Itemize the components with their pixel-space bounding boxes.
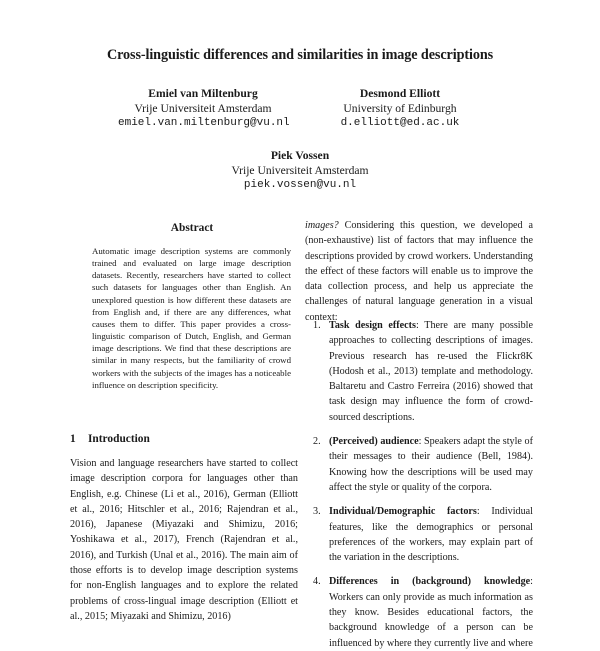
author-email: emiel.van.miltenburg@vu.nl [118, 117, 290, 129]
right-column-paragraph [305, 218, 533, 325]
author-email: d.elliott@ed.ac.uk [340, 117, 460, 129]
factor-list [305, 318, 533, 651]
section-title: Introduction [88, 433, 150, 445]
paper-title: Cross-linguistic differences and similarities in image descriptions [106, 47, 494, 63]
section-number: 1 [70, 433, 76, 445]
factor-name: Differences in (background) knowledge [329, 576, 531, 588]
factor-text: : Individual features, like the demographics or personal preferences of the workers, may explain part of the variation in the descriptions. [329, 506, 533, 564]
author-name: Piek Vossen [270, 149, 330, 162]
author-block [320, 86, 480, 131]
author-affiliation: Vrije Universiteit Amsterdam [134, 102, 272, 115]
factor-name: Individual/Demographic factors [329, 506, 477, 518]
factor-text: : Speakers adapt the style of their messages to their audience (Bell, 1984). Knowing how the descriptions will be used may affect the style or quality of the corpora. [329, 436, 533, 493]
author-block [200, 148, 400, 193]
abstract-text: Automatic image description systems are commonly trained and evaluated on large image description datasets. Recently, researchers have started to collect such datasets for languages other than English. An unexplored question is how different these datasets are from English and, if there are any differences, what causes them to differ. This paper provides a cross-linguistic comparison of Dutch, English, and German image descriptions. We find that these descriptions are similar in many respects, but the familiarity of crowd workers with the subjects of the images has a noticeable influence on description specificity. [92, 246, 291, 390]
introduction-text: Vision and language researchers have started to collect image description corpora for languages other than English, e.g. Chinese (Li et al., 2016), German (Elliott et al., 2016; Hitschler et al., 2016; Rajendran et al., 2016), Japanese (Miyazaki and Shimizu, 2016; Yoshikawa et al., 2017), French (Rajendran et al., 2016), and Turkish (Unal et al., 2016). The main aim of those efforts is to develop image description systems for non-English languages and to explore the related problems of cross-lingual image description (Elliott et al., 2015; Miyazaki and Shimizu, 2016) [70, 458, 298, 622]
italic-lead: images? [305, 220, 339, 231]
paragraph-text: Considering this question, we developed a (non-exhaustive) list of factors that may influence the descriptions provided by crowd workers. Understanding the effect of these factors will enable us to improve the data collection process, and help us appreciate the challenges of natural language generation in a visual context: [305, 220, 533, 323]
list-number: 4. [313, 576, 321, 588]
author-name: Emiel van Miltenburg [148, 87, 258, 100]
abstract-heading: Abstract [170, 222, 214, 234]
author-email: piek.vossen@vu.nl [243, 179, 357, 191]
factor-text: : Workers can only provide as much information as they know. Besides educational factors, the background knowledge of a person can be influenced by where they currently live and where [329, 576, 533, 649]
author-block [118, 86, 288, 131]
author-affiliation: University of Edinburgh [343, 102, 457, 115]
factor-name: (Perceived) audience [329, 436, 419, 448]
section-heading [70, 433, 150, 445]
list-item [305, 434, 533, 495]
list-item [305, 574, 533, 650]
factor-text: : There are many possible approaches to collecting descriptions of images. Previous research has re-used the Flickr8K (Hodosh et al., 2013) template and methodology. Baltaretu and Castro Ferreira (2016) showed that task design may influence the form of crowd-sourced descriptions. [329, 320, 533, 423]
list-item [305, 318, 533, 425]
list-number: 2. [313, 436, 321, 448]
list-number: 1. [313, 320, 321, 331]
author-affiliation: Vrije Universiteit Amsterdam [231, 164, 369, 177]
list-item [305, 504, 533, 565]
author-name: Desmond Elliott [359, 87, 441, 100]
list-number: 3. [313, 506, 321, 518]
factor-name: Task design effects [329, 320, 416, 331]
